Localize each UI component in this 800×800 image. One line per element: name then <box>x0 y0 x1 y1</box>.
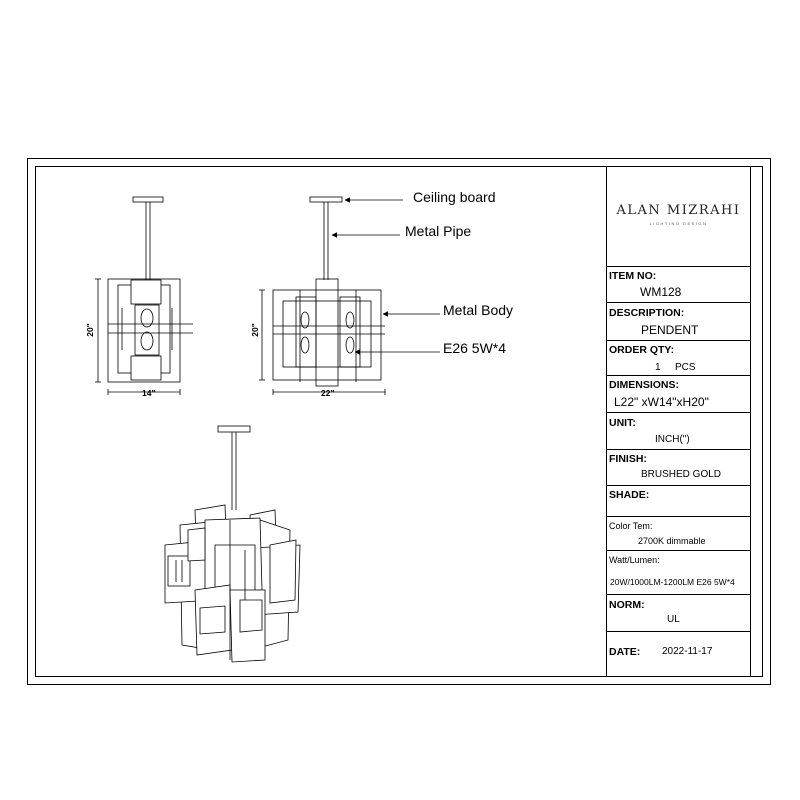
order-qty-unit: PCS <box>675 362 696 373</box>
unit-label: UNIT: <box>609 417 636 429</box>
metal-pipe-callout: Metal Pipe <box>405 223 472 239</box>
description-value: PENDENT <box>641 323 699 337</box>
lamp-callout: E26 5W*4 <box>443 340 507 356</box>
color-temp-label: Color Tem: <box>609 521 653 531</box>
norm-label: NORM: <box>609 599 645 611</box>
dimensions-label: DIMENSIONS: <box>609 379 680 391</box>
watt-value: 20W/1000LM-1200LM E26 5W*4 <box>610 577 735 587</box>
brand-tagline: LIGHTING DESIGN <box>649 221 708 226</box>
finish-value: BRUSHED GOLD <box>641 469 722 480</box>
watt-label: Watt/Lumen: <box>609 555 660 565</box>
callout-leaders <box>332 200 440 352</box>
description-label: DESCRIPTION: <box>609 307 685 319</box>
date-label: DATE: <box>609 646 641 658</box>
order-qty-label: ORDER QTY: <box>609 344 675 356</box>
unit-value: INCH(") <box>655 434 690 445</box>
metal-body-callout: Metal Body <box>443 302 514 318</box>
shade-label: SHADE: <box>609 489 650 501</box>
dimensions-value: L22" xW14"xH20" <box>614 395 709 409</box>
side-height-label: 20" <box>84 323 95 337</box>
item-no-value: WM128 <box>640 285 682 299</box>
perspective-view <box>165 426 300 662</box>
front-height-label: 20" <box>249 323 260 337</box>
front-view <box>259 197 385 395</box>
front-width-label: 22" <box>321 388 335 398</box>
color-temp-value: 2700K dimmable <box>638 536 706 546</box>
ceiling-board-callout: Ceiling board <box>413 189 496 205</box>
item-no-label: ITEM NO: <box>609 270 657 282</box>
brand-logo: ALAN MIZRAHI <box>616 203 741 218</box>
date-value: 2022-11-17 <box>662 646 713 657</box>
order-qty-value: 1 <box>655 362 661 373</box>
finish-label: FINISH: <box>609 453 647 465</box>
side-width-label: 14" <box>142 388 156 398</box>
side-view <box>95 197 193 395</box>
norm-value: UL <box>667 614 680 625</box>
